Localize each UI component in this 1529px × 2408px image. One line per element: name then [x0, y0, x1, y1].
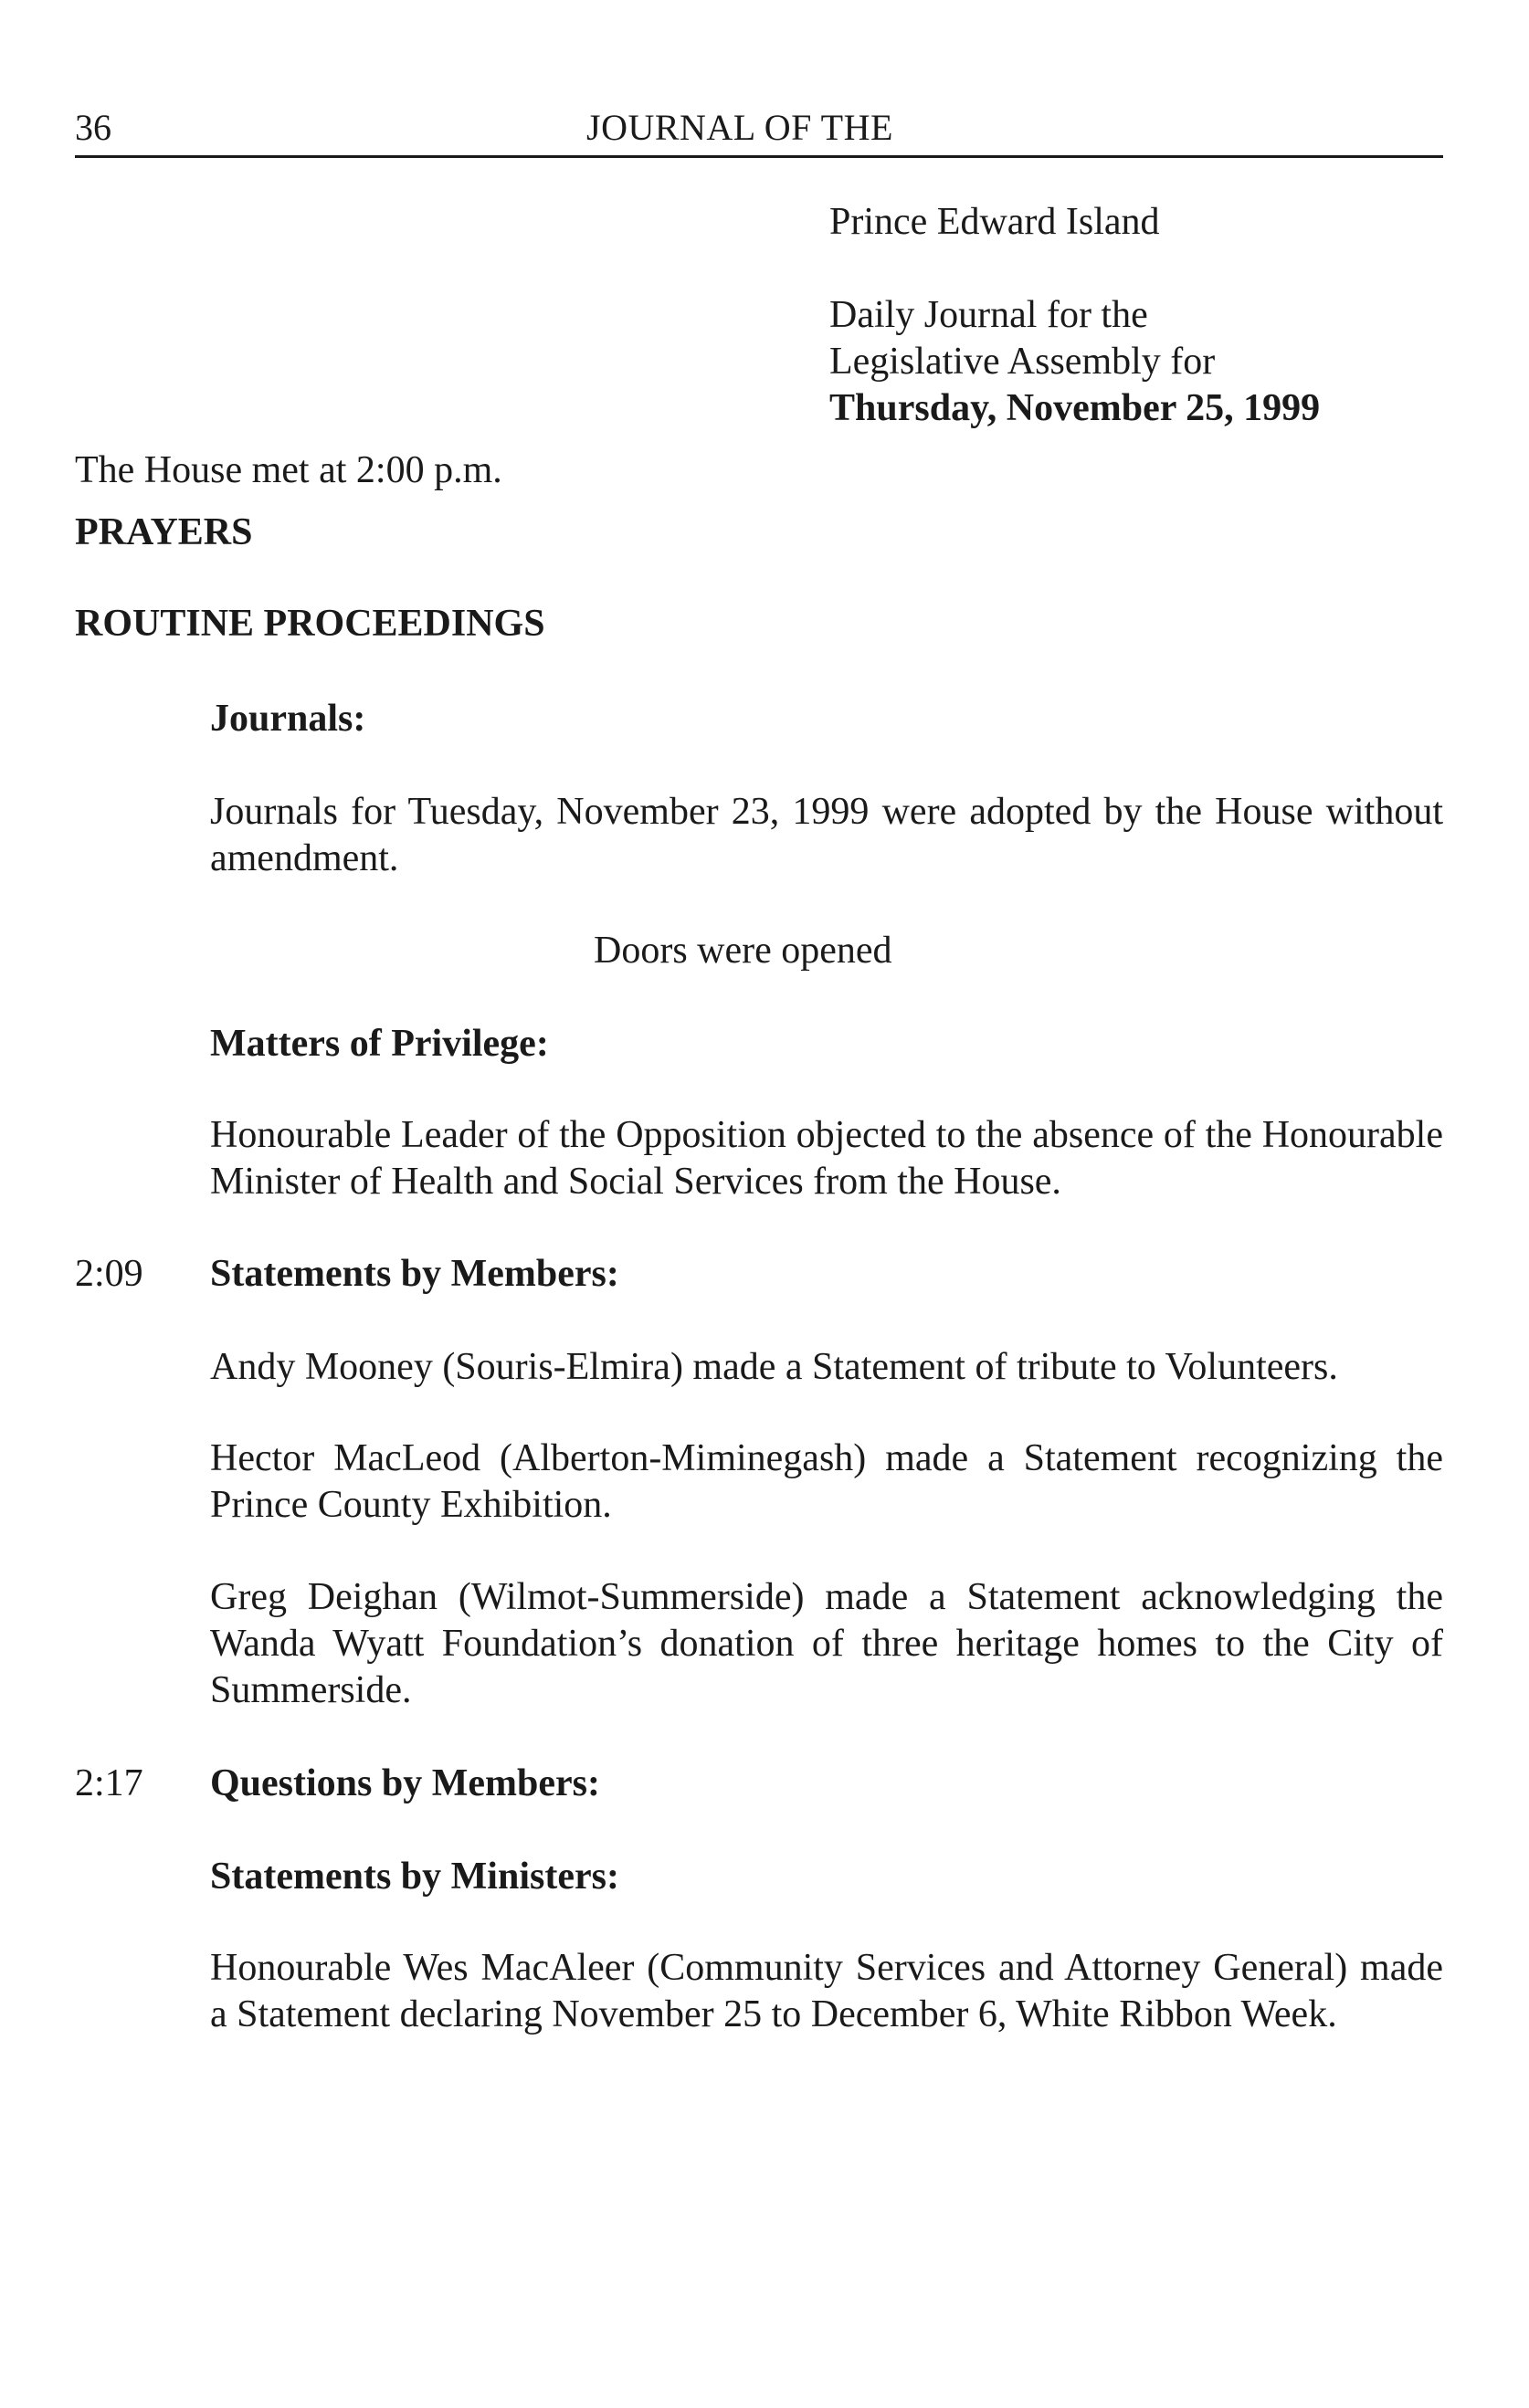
journals-text: Journals for Tuesday, November 23, 1999 were adopted by the House without amendment.: [210, 791, 1443, 879]
running-head: JOURNAL OF THE: [586, 107, 893, 148]
masthead-province: Prince Edward Island: [829, 201, 1160, 243]
time-marker-statements: 2:09: [75, 1253, 143, 1295]
doors-opened-note: Doors were opened: [594, 930, 892, 972]
masthead-date: Thursday, November 25, 1999: [829, 387, 1321, 429]
privilege-heading: Matters of Privilege:: [210, 1023, 549, 1065]
prayers-heading: PRAYERS: [75, 511, 253, 553]
minister-statement-macaleer: Honourable Wes MacAleer (Community Services and Attorney General) made a Statement declaring November 25 to December 6, White Ribbon Week.: [210, 1947, 1443, 2035]
masthead-assembly: Legislative Assembly for: [829, 341, 1216, 383]
statements-by-members-heading: Statements by Members:: [210, 1253, 619, 1295]
page-number: 36: [75, 107, 111, 148]
masthead-daily-journal: Daily Journal for the: [829, 294, 1148, 336]
page-header: [75, 102, 1443, 158]
member-statement-mooney: Andy Mooney (Souris-Elmira) made a Statement of tribute to Volunteers.: [210, 1346, 1338, 1388]
member-statement-deighan: Greg Deighan (Wilmot-Summerside) made a Statement acknowledging the Wanda Wyatt Foundation’s donation of three heritage homes to the City of Summerside.: [210, 1576, 1443, 1711]
routine-proceedings-heading: ROUTINE PROCEEDINGS: [75, 603, 545, 645]
house-met-line: The House met at 2:00 p.m.: [75, 449, 502, 491]
journals-heading: Journals:: [210, 698, 366, 740]
privilege-text: Honourable Leader of the Opposition objected to the absence of the Honourable Minister of Health and Social Services from the House.: [210, 1114, 1443, 1203]
member-statement-macleod: Hector MacLeod (Alberton-Miminegash) made a Statement recognizing the Prince County Exhibition.: [210, 1437, 1443, 1526]
questions-by-members-heading: Questions by Members:: [210, 1762, 600, 1804]
time-marker-questions: 2:17: [75, 1762, 143, 1804]
statements-by-ministers-heading: Statements by Ministers:: [210, 1856, 619, 1898]
